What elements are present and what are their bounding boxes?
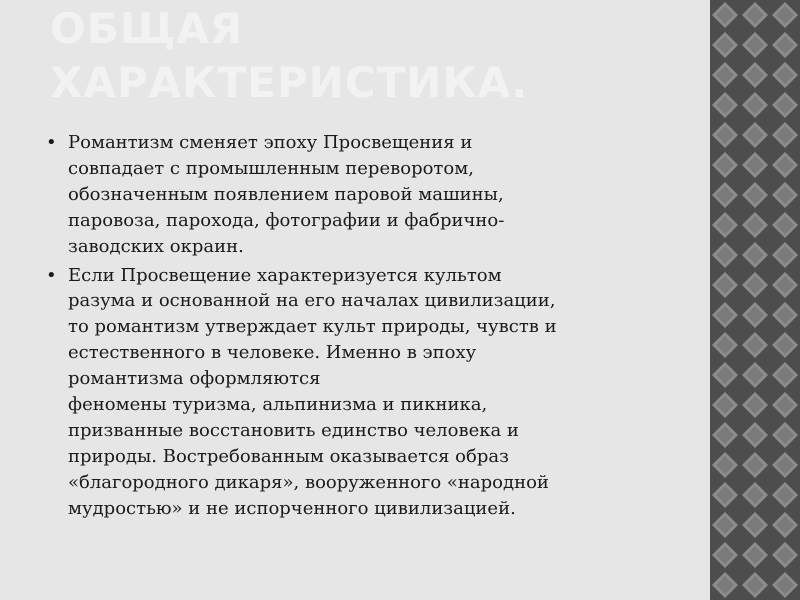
bullet-item-1 (44, 130, 664, 260)
bullet-2-line-4: естественного в человеке. Именно в эпоху (68, 342, 477, 364)
bullet-2-line-9: «благородного дикаря», вооруженного «народной (68, 471, 549, 493)
bullet-1-line-3: обозначенным появлением паровой машины, (68, 183, 504, 205)
slide-title-line-1: ОБЩАЯ (50, 4, 244, 53)
bullet-2-line-2: разума и основанной на его началах цивилизации, (68, 290, 556, 312)
bullet-2-line-1: Если Просвещение характеризуется культом (68, 264, 502, 286)
bullet-2-line-3: то романтизм утверждает культ природы, чувств и (68, 316, 557, 338)
bullet-1-line-5: заводских окраин. (68, 235, 244, 257)
slide-title-line-2: ХАРАКТЕРИСТИКА. (50, 58, 529, 107)
bullet-2-line-5: романтизма оформляются (68, 368, 321, 390)
bullet-2-line-6: феномены туризма, альпинизма и пикника, (68, 394, 488, 416)
slide-title (50, 2, 690, 110)
bullet-dot-icon: • (46, 264, 57, 286)
bullet-list (44, 130, 664, 525)
bullet-item-2 (44, 263, 664, 522)
bullet-1-line-2: совпадает с промышленным переворотом, (68, 157, 474, 179)
bullet-2-line-8: природы. Востребованным оказывается образ (68, 445, 509, 467)
bullet-1-line-4: паровоза, парохода, фотографии и фабрично- (68, 209, 505, 231)
bullet-2-line-7: призванные восстановить единство человека и (68, 419, 519, 441)
bullet-dot-icon: • (46, 132, 57, 153)
decorative-diamond-pattern (710, 0, 800, 600)
bullet-2-line-10: мудростью» и не испорченного цивилизацией. (68, 497, 516, 519)
bullet-1-line-1: Романтизм сменяет эпоху Просвещения и (68, 132, 473, 153)
